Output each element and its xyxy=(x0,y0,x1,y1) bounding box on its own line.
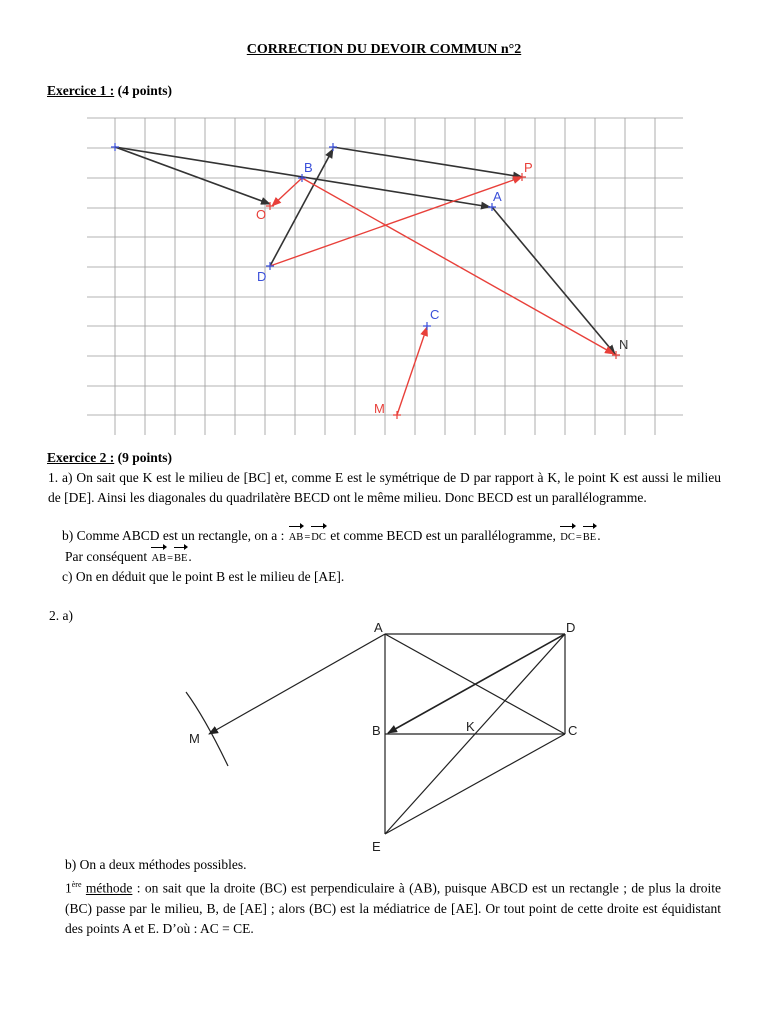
equals-sign: = xyxy=(575,532,582,543)
segment-ce xyxy=(385,734,565,834)
vector-db xyxy=(388,634,565,733)
equals-sign: = xyxy=(304,532,311,543)
conclusion-intro: Par conséquent xyxy=(65,549,148,564)
document-title: CORRECTION DU DEVOIR COMMUN n°2 xyxy=(246,42,522,57)
q1b-middle: et comme BECD est un parallélogramme, xyxy=(330,528,556,543)
fig2-label-d: D xyxy=(566,620,576,635)
grid xyxy=(87,118,683,435)
fig2-label-e: E xyxy=(372,839,381,854)
vector-ab-2: AB xyxy=(151,547,166,569)
vector-black-3 xyxy=(333,147,522,177)
question-1c: c) On en déduit que le point B est le milieu de [AE]. xyxy=(62,569,345,584)
exercise-1-heading xyxy=(47,83,172,99)
vector-dc: DC xyxy=(311,526,326,548)
vector-am xyxy=(209,634,385,734)
question-2b-intro: b) On a deux méthodes possibles. xyxy=(65,857,247,872)
period: . xyxy=(597,528,601,543)
method-text: : on sait que la droite (BC) est perpendiculaire à (AB), puisque ABCD est un rectangle ; de plus la droite (BC) passe par le milieu, B, de [AE] ; alors (BC) est la médiatrice de [AE]. Or tout point de cette droite est équidistant des points A et E. D’où : AC = CE. xyxy=(65,880,721,936)
label-p: P xyxy=(524,160,533,175)
method-label: méthode xyxy=(85,880,133,896)
label-b: B xyxy=(304,160,313,175)
exercise-1-label: Exercice 1 : xyxy=(47,83,115,98)
vector-ab: AB xyxy=(289,526,304,548)
question-2a: 2. a) xyxy=(49,608,73,623)
period: . xyxy=(188,549,192,564)
fig2-label-a: A xyxy=(374,620,383,635)
exercise-1-points: (4 points) xyxy=(117,83,172,98)
question-2b-method-1 xyxy=(65,875,721,939)
exercise-2-figure xyxy=(0,610,768,860)
vector-be-2: BE xyxy=(174,547,187,569)
fig2-label-k: K xyxy=(466,719,475,734)
label-m: M xyxy=(374,401,385,416)
vector-black-5 xyxy=(492,207,615,354)
vector-red-dp xyxy=(270,177,522,266)
vector-black-4 xyxy=(270,149,333,266)
fig2-label-b: B xyxy=(372,723,381,738)
question-1a: 1. a) On sait que K est le milieu de [BC] et, comme E est le symétrique de D par rapport à K, le point K est aussi le milieu de [DE]. Ainsi les diagonales du quadrilatère BECD ont le même milieu. Donc BECD est un parallélogramme. xyxy=(48,470,721,505)
label-d: D xyxy=(257,269,267,284)
method-number: 1 xyxy=(65,880,72,896)
vector-red-bn xyxy=(302,178,614,354)
vector-red-bo xyxy=(272,178,302,206)
compass-arc xyxy=(186,692,228,766)
exercise-2-heading xyxy=(47,450,172,466)
method-ordinal: ère xyxy=(71,880,82,889)
exercise-1-figure xyxy=(0,100,768,440)
exercise-2-label: Exercice 2 : xyxy=(47,450,115,465)
fig2-label-c: C xyxy=(568,723,578,738)
label-o: O xyxy=(256,207,267,222)
label-a: A xyxy=(493,189,502,204)
vector-be: BE xyxy=(583,526,596,548)
label-c: C xyxy=(430,307,440,322)
vector-black-1 xyxy=(115,147,270,204)
equals-sign: = xyxy=(167,553,173,564)
fig2-label-m: M xyxy=(189,731,200,746)
conclusion-line xyxy=(65,547,192,569)
exercise-2-points: (9 points) xyxy=(117,450,172,465)
label-n: N xyxy=(619,337,629,352)
q1b-intro: b) Comme ABCD est un rectangle, on a : xyxy=(62,528,285,543)
vector-red-mc xyxy=(397,327,427,415)
vector-dc-2: DC xyxy=(560,526,575,548)
question-1b xyxy=(62,526,601,548)
